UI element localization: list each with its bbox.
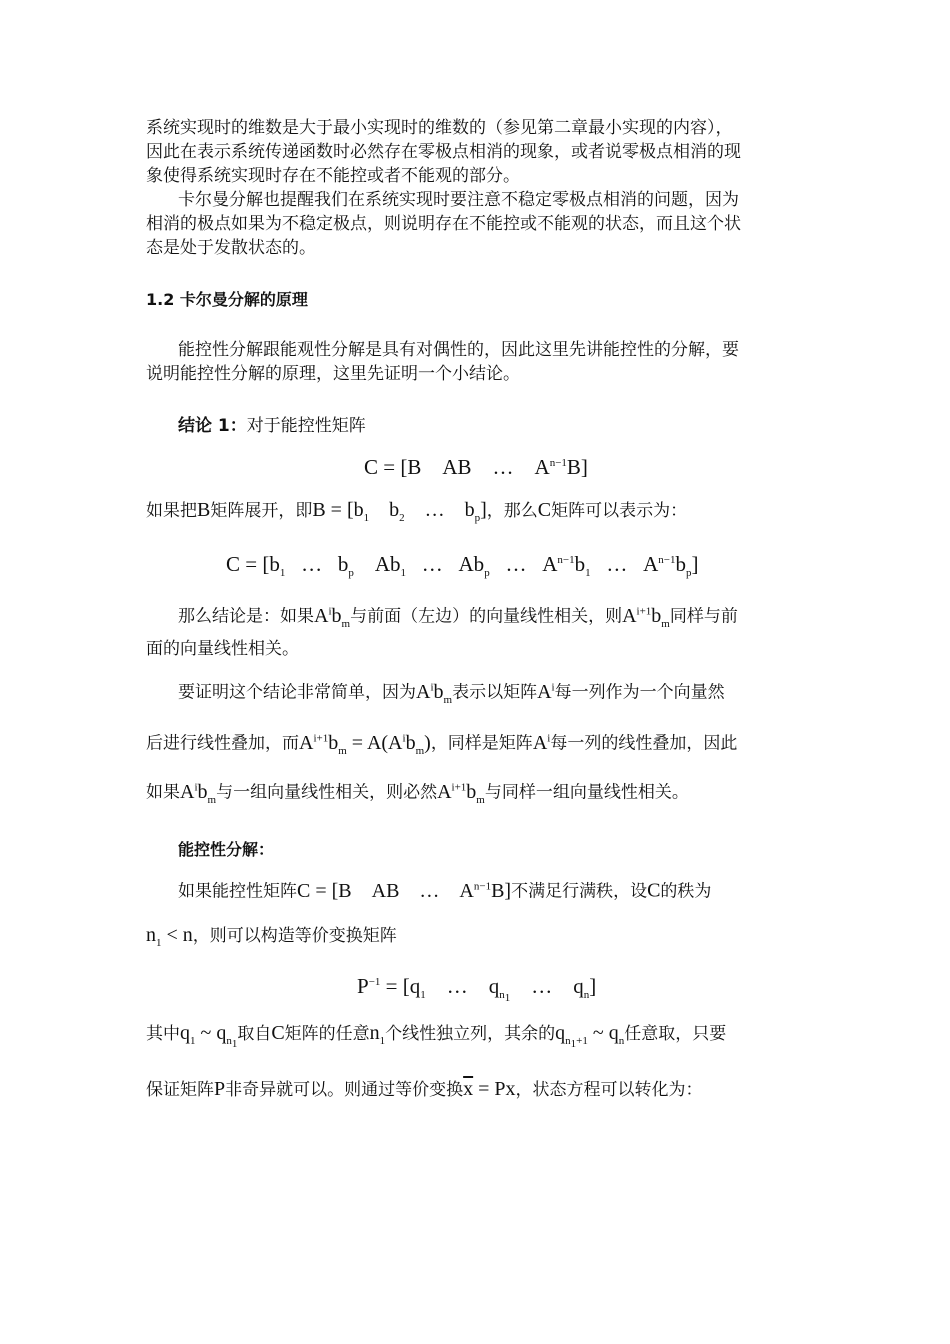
para2-line1: 卡尔曼分解也提醒我们在系统实现时要注意不稳定零极点相消的问题，因为	[178, 190, 739, 210]
equation-transform-matrix: $P^{-1} = [q_1$ … $q_{n_1}$ … $q_n$]	[357, 974, 597, 1005]
conclusion-text: 对于能控性矩阵	[246, 416, 366, 436]
equation-controllability-matrix: C = [B AB … $A^{n-1}B$]	[364, 455, 588, 479]
expand-line: 如果把B矩阵展开，即$B = [b_1$ $b_2$ … $b_p$]，那么C矩阵可以表示为：	[146, 499, 688, 524]
decomposition-line1: 如果能控性矩阵C = [B AB … $A^{n-1}B$]不满足行满秩，设C的秩为	[178, 879, 712, 902]
proof-line1: 要证明这个结论非常简单，因为$A^ib_m$表示以矩阵$A^i$每一列作为一个向量然	[178, 680, 725, 706]
statement-line1: 那么结论是：如果$A^ib_m$与前面（左边）的向量线性相关，则$A^{i+1}b_m$同样与前	[178, 604, 738, 630]
proof-line2: 后进行线性叠加，而$A^{i+1}b_m = A(A^ib_m)$，同样是矩阵$A^i$每一列的线性叠加，因此	[146, 731, 738, 757]
decomposition-heading: 能控性分解：	[178, 840, 275, 859]
conclusion-line	[178, 414, 366, 438]
conclusion-label: 结论 1：	[178, 416, 247, 436]
para1-line1: 系统实现时的维数是大于最小实现时的维数的（参见第二章最小实现的内容），	[146, 118, 733, 138]
para2-line3: 态是处于发散状态的。	[146, 238, 316, 258]
para1-line3: 象使得系统实现时存在不能控或者不能观的部分。	[146, 166, 520, 186]
equation-expanded-matrix: $C = [b_1$ … $b_p$ $Ab_1$ … $Ab_p$ … $A^{n-1}b_1$ … $A^{n-1}b_p$]	[226, 552, 699, 580]
para3-line1: 能控性分解跟能观性分解是具有对偶性的，因此这里先讲能控性的分解，要	[178, 340, 739, 360]
decomposition-line2: $n_1 < n$，则可以构造等价变换矩阵	[146, 924, 397, 949]
para2-line2: 相消的极点如果为不稳定极点，则说明存在不能控或不能观的状态，而且这个状	[146, 214, 741, 234]
section-heading: 1.2 卡尔曼分解的原理	[146, 290, 308, 309]
para3-line2: 说明能控性分解的原理，这里先证明一个小结论。	[146, 364, 520, 384]
decomposition-line4: 保证矩阵P非奇异就可以。则通过等价变换$\overline{x} = Px$，状态方程可以转化为：	[146, 1078, 703, 1100]
statement-line2: 面的向量线性相关。	[146, 639, 299, 659]
para1-line2: 因此在表示系统传递函数时必然存在零极点相消的现象，或者说零极点相消的现	[146, 142, 741, 162]
proof-line3: 如果$A^ib_m$与一组向量线性相关，则必然$A^{i+1}b_m$与同样一组向量线性相关。	[146, 780, 689, 806]
decomposition-line3: 其中$q_1$ ~ $q_{n_1}$取自C矩阵的任意$n_1$个线性独立列，其余的$q_{n_1+1}$ ~ $q_n$任意取，只要	[146, 1022, 727, 1051]
